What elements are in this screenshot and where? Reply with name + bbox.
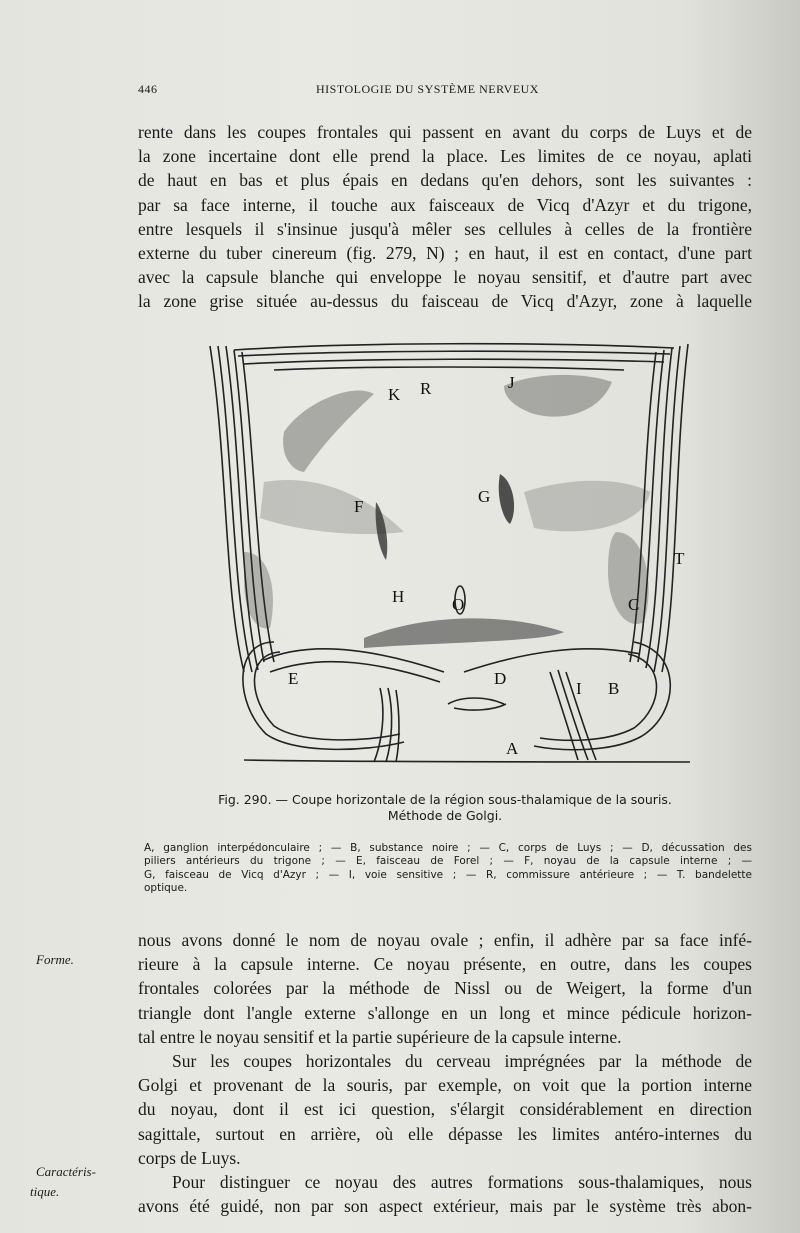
text-line: Golgi et provenant de la souris, par exemple, on voit que la portion interne (138, 1075, 752, 1096)
paragraph-top (138, 120, 752, 314)
text-line: triangle dont l'angle externe s'allonge en un long et mince pédicule horizon- (138, 1002, 752, 1023)
text-line: sagittale, surtout en arrière, où elle dépasse les limites antéro-internes du (138, 1123, 752, 1144)
text-line: Pour distinguer ce noyau des autres formations sous-thalamiques, nous (172, 1172, 752, 1193)
label-c: C (628, 595, 640, 614)
label-d: D (494, 669, 507, 688)
legend-line: A, ganglion interpédonculaire ; — B, substance noire ; — C, corps de Luys ; — D, décussation des (144, 842, 752, 854)
text-line: nous avons donné le nom de noyau ovale ; enfin, il adhère par sa face infé- (138, 930, 752, 950)
label-j: J (508, 373, 515, 392)
text-line: avec la capsule blanche qui enveloppe le noyau sensitif, et d'autre part avec (138, 267, 752, 288)
text-line: avons été guidé, non par son aspect extérieur, mais par le système très abon- (138, 1196, 752, 1217)
text-line: par sa face interne, il touche aux faisceaux de Vicq d'Azyr et du trigone, (138, 194, 752, 215)
label-e: E (288, 669, 299, 688)
paragraph-bottom (138, 928, 752, 1218)
running-title: HISTOLOGIE DU SYSTÈME NERVEUX (316, 82, 539, 96)
label-h: H (392, 587, 405, 606)
label-a: A (506, 739, 519, 758)
legend-line: optique. (144, 882, 188, 895)
label-f: F (354, 497, 364, 516)
label-r: R (420, 379, 432, 398)
text-line: la zone grise située au-dessus du faisceau de Vicq d'Azyr, zone à laquelle (138, 291, 752, 312)
text-line: frontales colorées par la méthode de Nissl ou de Weigert, la forme d'un (138, 978, 752, 999)
text-line: rieure à la capsule interne. Ce noyau présente, en outre, dans les coupes (138, 954, 752, 975)
margin-note-caracteristique: Caractéris- (36, 1164, 96, 1179)
margin-note-forme: Forme. (36, 952, 74, 967)
figure-caption (138, 792, 752, 824)
text-line: de haut en bas et plus épais en dedans qu'en dehors, sont les suivantes : (138, 170, 752, 191)
text-line: tal entre le noyau sensitif et la partie supérieure de la capsule interne. (138, 1026, 622, 1047)
text-line: externe du tuber cinereum (fig. 279, N) ; en haut, il est en contact, d'une part (138, 243, 752, 264)
drawing-shading (244, 375, 650, 648)
label-t: T (674, 549, 685, 568)
text-line: Sur les coupes horizontales du cerveau imprégnées par la méthode de (172, 1051, 752, 1072)
text-line: la zone incertaine dont elle prend la place. Les limites de ce noyau, aplati (138, 146, 752, 167)
legend-line: piliers antérieurs du trigone ; — E, faisceau de Forel ; — F, noyau de la capsule interne ; — (144, 855, 752, 868)
label-g: G (478, 487, 491, 506)
text-line: du noyau, dont il est ici question, s'élargit considérablement en direction (138, 1099, 752, 1120)
margin-note-caracteristique-cont: tique. (30, 1184, 60, 1199)
label-k: K (388, 385, 401, 404)
page-number: 446 (138, 82, 158, 96)
text-line: rente dans les coupes frontales qui passent en avant du corps de Luys et de (138, 122, 752, 142)
label-i: I (576, 679, 582, 698)
caption-line: Méthode de Golgi. (387, 808, 503, 823)
histology-drawing (204, 342, 694, 770)
label-o: O (452, 595, 465, 614)
caption-line: Fig. 290. — Coupe horizontale de la région sous-thalamique de la souris. (218, 792, 672, 807)
figure-legend (144, 842, 752, 896)
label-b: B (608, 679, 620, 698)
text-line: entre lesquels il s'insinue jusqu'à mêler ses cellules à celles de la frontière (138, 218, 752, 239)
text-line: corps de Luys. (138, 1147, 241, 1168)
figure-290-illustration (204, 342, 694, 770)
legend-line: G, faisceau de Vicq d'Azyr ; — I, voie sensitive ; — R, commissure antérieure ; — T. bandelette (144, 868, 752, 881)
